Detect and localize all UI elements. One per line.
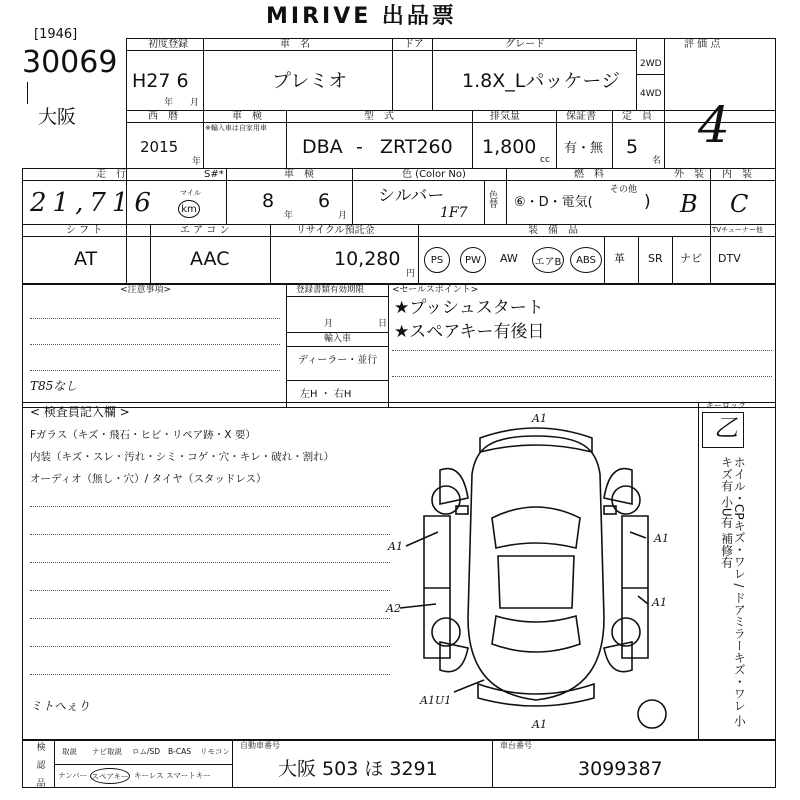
car-left-side [424, 516, 450, 658]
dealer: ディーラー・並行 [298, 355, 378, 366]
car-name: プレミオ [272, 70, 348, 92]
capacity: 5 [626, 136, 639, 158]
capacity-label: 定 員 [622, 111, 652, 122]
equip-sr: SR [648, 252, 663, 265]
equip-ps: PS [424, 247, 450, 273]
equip-navi: ナビ [680, 252, 702, 265]
type-code: ZRT260 [380, 136, 453, 158]
color: シルバー [378, 186, 445, 206]
first-reg-value: H27 6 [132, 70, 189, 92]
mileage-unit-label: S#* [204, 169, 224, 180]
fuel-label: 燃 料 [574, 169, 604, 180]
equip-dtv: DTV [718, 252, 741, 265]
handwritten-note: T85なし [30, 379, 78, 393]
model-year-label: 西 暦 [148, 111, 178, 122]
plate-label: 自動車番号 [240, 741, 280, 750]
equip-airbag: エアB [532, 247, 564, 273]
km-circle [178, 200, 200, 218]
model-year-unit: 年 [192, 157, 202, 167]
import-label: 輸入車 [324, 334, 352, 344]
displacement: 1,800 [482, 136, 537, 158]
tuner-label: TVチューナー他 [712, 226, 763, 234]
car-front-bumper [480, 428, 592, 452]
equip-abs: ABS [570, 247, 602, 273]
mark-left-rear: A2 [386, 602, 401, 615]
warranty: 有・無 [564, 141, 604, 156]
caution-label: <注意事項> [120, 285, 172, 295]
interior: C [730, 190, 749, 218]
key-value: 乙 [714, 414, 738, 442]
inspector-title: < 検査員記入欄 > [30, 405, 130, 419]
inspection-note: ※輸入車は自家用車 [205, 124, 267, 132]
lot-number: 30069 [22, 45, 118, 80]
fuel: ⑥・D・電気( [514, 195, 593, 210]
first-reg-year-unit: 年 [164, 98, 174, 108]
mileage: 21,716 [30, 188, 157, 218]
shift-label: シ フ ト [66, 225, 103, 236]
check-smart-key: スマートキー [166, 771, 211, 780]
car-rear-bumper [478, 684, 594, 706]
mark-right-rear: A1 [652, 596, 667, 609]
shaken-year-unit: 年 [284, 211, 294, 221]
lot-divider [27, 82, 28, 104]
drive-2wd: 2WD [640, 59, 662, 69]
sales-point-label: <セールスポイント> [392, 285, 479, 295]
handle: 左H ・ 右H [300, 389, 352, 400]
color-label: 色 (Color No) [402, 169, 466, 180]
first-reg-label: 初度登録 [148, 39, 188, 50]
lot-code: [1946] [34, 27, 78, 42]
check-bcas: B-CAS [168, 747, 191, 756]
inspector-handwritten-bottom: ミトへぇり [30, 699, 91, 713]
first-reg-month-unit: 月 [190, 98, 200, 108]
inspector-line-3: オーディオ（無し・穴）/ タイヤ（スタッドレス） [30, 473, 267, 485]
check-spare-key-circle [90, 768, 130, 784]
shaken-year: 8 [262, 190, 275, 212]
chassis-label: 車台番号 [500, 741, 532, 750]
inspection-label: 車 検 [232, 111, 262, 122]
reg-deadline-label: 登録書類有効期限 [296, 285, 365, 295]
capacity-unit: 名 [652, 156, 662, 166]
mile-label: マイル [180, 189, 201, 197]
sales-point-2: ★スペアキー有後日 [394, 322, 545, 342]
inspector-line-2: 内装（キズ・スレ・汚れ・シミ・コゲ・穴・キレ・破れ・割れ） [30, 451, 335, 463]
chassis: 3099387 [578, 758, 663, 780]
car-windshield [492, 507, 580, 548]
color-no: 1F7 [440, 205, 468, 221]
mark-front: A1 [532, 412, 547, 425]
recycle-label: リサイクル預託金 [296, 225, 375, 236]
check-keyless: キーレス [134, 771, 164, 780]
car-roof [498, 556, 574, 608]
mark-right-front: A1 [654, 532, 669, 545]
interior-label: 内 装 [722, 169, 752, 180]
equipment-label: 装 備 品 [528, 225, 578, 236]
shaken-month-unit: 月 [338, 211, 348, 221]
score-label: 評 価 点 [684, 39, 721, 50]
color-change: 色替 [487, 190, 497, 208]
mileage-label: 走 行 [96, 169, 126, 180]
fuel-close: ) [644, 192, 651, 212]
equip-pw: PW [460, 247, 486, 273]
check-rom-sd: ロム/SD [132, 747, 161, 756]
km-label: km [181, 203, 197, 215]
recycle: 10,280 [334, 248, 401, 270]
checks-label: 検 認 品 [34, 742, 45, 787]
shift: AT [74, 248, 98, 270]
mark-left-front: A1 [388, 540, 403, 553]
grade: 1.8X_Lパッケージ [462, 70, 620, 92]
inspector-line-1: Fガラス（キズ・飛石・ヒビ・リペア跡・X 要） [30, 429, 256, 441]
key-label: キーロック [706, 401, 746, 410]
door-label: ドア [404, 39, 424, 50]
ac: AAC [190, 248, 230, 270]
exterior: B [680, 190, 698, 218]
car-top-outline [468, 436, 604, 700]
check-navi-manual: ナビ取説 [92, 747, 122, 756]
region: 大阪 [38, 106, 77, 128]
equip-leather: 革 [614, 252, 625, 265]
cc-unit: cc [540, 155, 550, 165]
mark-rear: A1 [532, 718, 547, 731]
fuel-other: その他 [610, 185, 638, 195]
score: 4 [698, 96, 730, 154]
sales-point-1: ★プッシュスタート [394, 298, 544, 318]
displacement-label: 排気量 [490, 111, 520, 122]
form-title: MIRIVE 出品票 [266, 4, 457, 29]
exterior-label: 外 装 [674, 169, 704, 180]
check-number: ナンバー [58, 771, 88, 780]
warranty-label: 保証書 [566, 111, 596, 122]
car-damage-diagram [380, 408, 692, 742]
reg-day-unit: 日 [378, 319, 388, 329]
plate: 大阪 503 ほ 3291 [278, 758, 438, 780]
check-manual: 取説 [62, 747, 77, 756]
type-label: 型 式 [364, 111, 394, 122]
side-note: ホイル・CPキズ・ワレ / ドアミラーキズ・ワレ 小キズ有 小U有 補修有 [719, 456, 747, 728]
tire-rear-left [432, 618, 460, 646]
shaken-month: 6 [318, 190, 331, 212]
check-spare-key: スペアキー [91, 771, 129, 781]
reg-month-unit: 月 [324, 319, 334, 329]
yen-unit: 円 [406, 269, 416, 279]
ac-label: エ ア コ ン [180, 225, 230, 236]
equip-aw: AW [500, 252, 518, 265]
shaken-label: 車 検 [284, 169, 314, 180]
car-name-label: 車 名 [280, 39, 310, 50]
grade-label: グレード [505, 39, 545, 50]
type-prefix: DBA [302, 136, 343, 158]
type-dash: - [356, 136, 363, 158]
model-year: 2015 [140, 138, 179, 156]
tire-rear-right [612, 618, 640, 646]
check-remote: リモコン [200, 747, 230, 756]
spare-tire [638, 700, 666, 728]
mark-rear-left: A1U1 [420, 694, 452, 707]
car-rear-window [492, 616, 580, 652]
drive-4wd: 4WD [640, 89, 662, 99]
